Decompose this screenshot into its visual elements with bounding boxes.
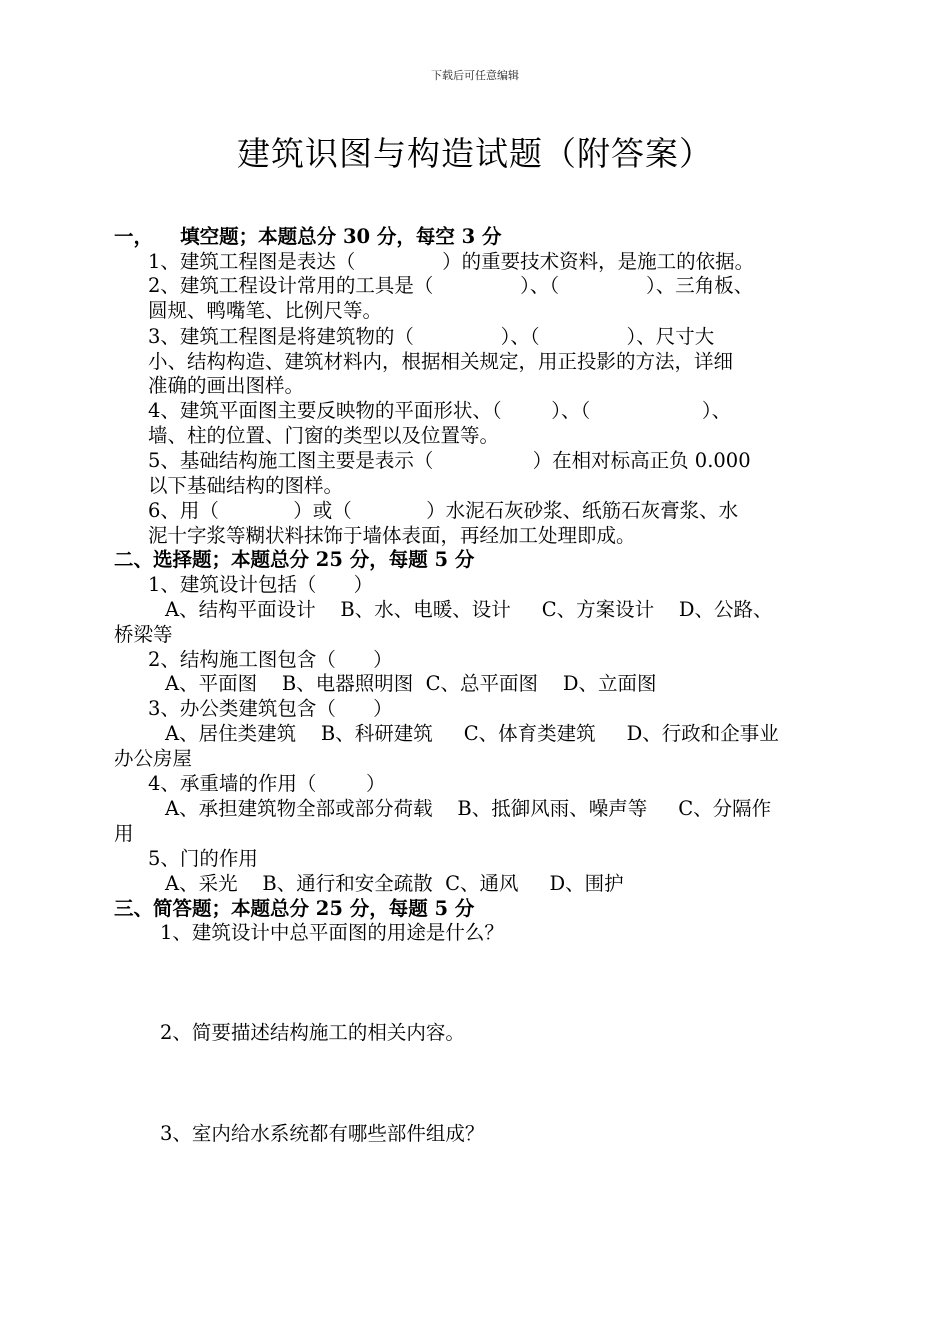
s2-line: 1、建筑设计包括（ ） — [148, 573, 374, 596]
s2-line: 办公房屋 — [114, 747, 193, 770]
s1-line: 泥十字浆等糊状料抹饰于墙体表面，再经加工处理即成。 — [148, 524, 636, 547]
section1-heading: 一， 填空题；本题总分 30 分，每空 3 分 — [114, 225, 502, 248]
s1-line: 3、建筑工程图是将建筑物的（ ）、（ ）、尺寸大 — [148, 325, 715, 348]
s1-line: 4、建筑平面图主要反映物的平面形状、（ ）、（ ）、 — [148, 399, 732, 422]
s1-line: 6、用（ ）或（ ）水泥石灰砂浆、纸筋石灰膏浆、水 — [148, 499, 739, 522]
s1-line: 2、建筑工程设计常用的工具是（ ）、（ ）、三角板、 — [148, 274, 754, 297]
s2-line: A、平面图 B、电器照明图 C、总平面图 D、立面图 — [165, 672, 657, 695]
s2-line: A、结构平面设计 B、水、电暖、设计 C、方案设计 D、公路、 — [165, 598, 773, 621]
s2-line: 5、门的作用 — [148, 847, 258, 870]
section3-heading: 三、简答题；本题总分 25 分，每题 5 分 — [114, 897, 475, 920]
section2-heading: 二、选择题；本题总分 25 分，每题 5 分 — [114, 548, 475, 571]
s2-line: 桥梁等 — [114, 623, 173, 646]
s1-line: 小、结构构造、建筑材料内，根据相关规定，用正投影的方法，详细 — [148, 350, 734, 373]
s2-line: 3、办公类建筑包含（ ） — [148, 697, 393, 720]
s2-line: A、居住类建筑 B、科研建筑 C、体育类建筑 D、行政和企事业 — [165, 722, 779, 745]
s1-line: 圆规、鸭嘴笔、比例尺等。 — [148, 299, 383, 322]
s2-line: A、采光 B、通行和安全疏散 C、通风 D、围护 — [165, 872, 624, 895]
s2-line: 4、承重墙的作用（ ） — [148, 772, 386, 795]
s2-line: A、承担建筑物全部或部分荷载 B、抵御风雨、噪声等 C、分隔作 — [165, 797, 772, 820]
s1-line: 5、基础结构施工图主要是表示（ ）在相对标高正负 0.000 — [148, 449, 751, 472]
s1-line: 墙、柱的位置、门窗的类型以及位置等。 — [148, 424, 500, 447]
s1-line: 以下基础结构的图样。 — [148, 474, 344, 497]
page-title: 建筑识图与构造试题（附答案） — [237, 134, 713, 173]
s2-line: 2、结构施工图包含（ ） — [148, 648, 393, 671]
s3-question: 1、建筑设计中总平面图的用途是什么？ — [160, 921, 504, 944]
s1-line: 1、建筑工程图是表达（ ）的重要技术资料，是施工的依据。 — [148, 250, 755, 273]
s1-line: 准确的画出图样。 — [148, 374, 305, 397]
s3-question: 3、室内给水系统都有哪些部件组成？ — [160, 1122, 485, 1145]
s2-line: 用 — [114, 822, 134, 845]
s3-question: 2、简要描述结构施工的相关内容。 — [160, 1021, 465, 1044]
header-note: 下载后可任意编辑 — [431, 69, 519, 82]
